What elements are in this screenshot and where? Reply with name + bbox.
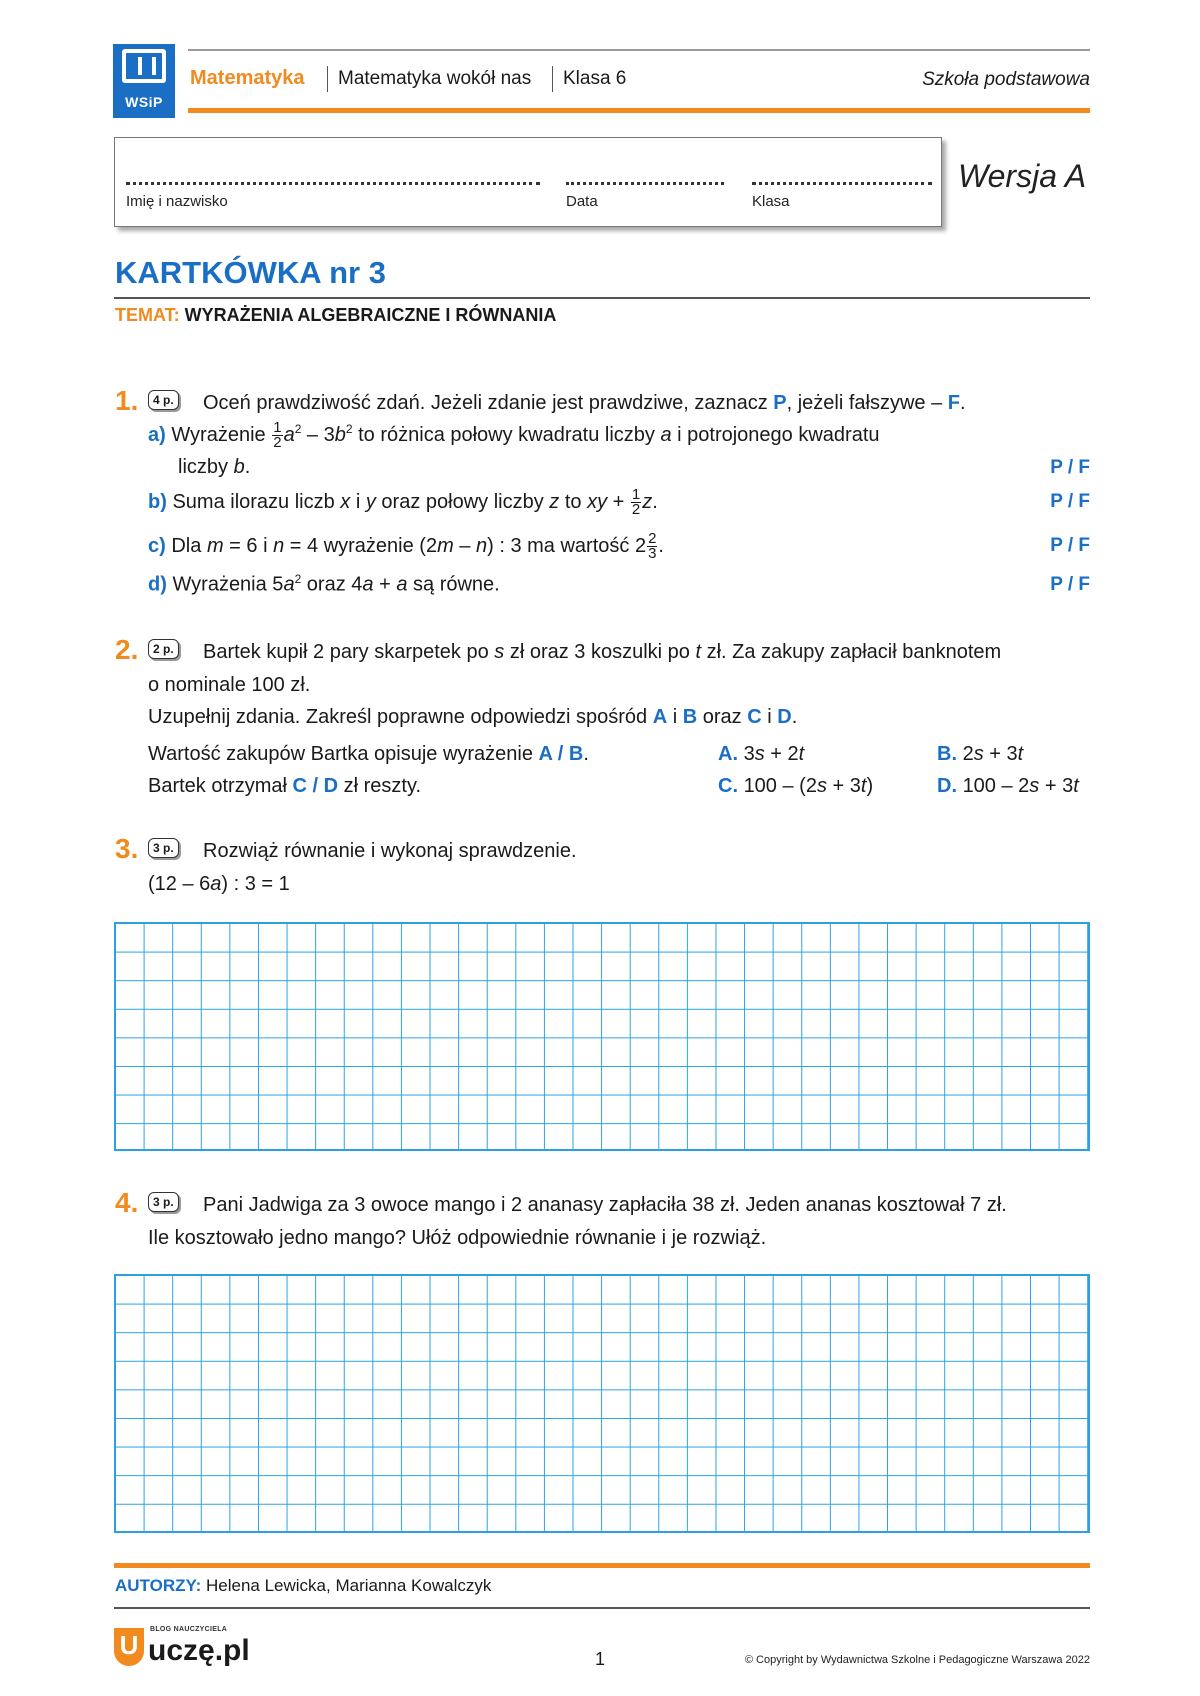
choice-a-b[interactable]: A / B — [538, 743, 584, 765]
footer-orange-rule — [114, 1563, 1090, 1568]
task-1-b-answer[interactable]: P / F — [1050, 491, 1090, 512]
points-badge: 3 p. — [148, 838, 179, 858]
page-title: KARTKÓWKA nr 3 — [115, 255, 386, 290]
header-series: Matematyka wokół nas — [338, 68, 532, 89]
task-1-item-c: c) Dla m = 6 i n = 4 wyrażenie (2m – n) : 3 ma wartość 2 $\frac{2}{3}$ . — [148, 530, 664, 562]
version-label: Wersja A — [958, 158, 1087, 194]
task-3-points — [148, 838, 179, 858]
header-class-level: Klasa 6 — [563, 68, 627, 89]
title-rule — [114, 297, 1090, 299]
task-3-answer-grid[interactable] — [114, 922, 1090, 1151]
task-2-line-2: o nominale 100 zł. — [148, 674, 311, 696]
task-2-sentence-1: Wartość zakupów Bartka opisuje wyrażenie A / B. — [148, 743, 589, 765]
topic — [115, 305, 556, 326]
task-2-line-1: Bartek kupił 2 pary skarpetek po s zł oraz 3 koszulki po t zł. Za zakupy zapłacił banknotem — [203, 641, 1002, 663]
ucze-logo — [114, 1622, 264, 1670]
task-4-line-2: Ile kosztowało jedno mango? Ułóż odpowiednie równanie i je rozwiąż. — [148, 1227, 767, 1249]
task-2-points — [148, 639, 179, 659]
header-orange-rule — [188, 108, 1090, 113]
task-1-item-d: d) Wyrażenia $5a^2$ oraz 4a + a są równe. — [148, 572, 500, 596]
header-separator — [327, 66, 328, 92]
option-b[interactable]: B. 2s + 3t — [937, 743, 1024, 765]
wsip-logo-mark-icon — [122, 49, 166, 83]
task-4-number: 4. — [115, 1187, 139, 1218]
ucze-logo-u-icon: U — [114, 1628, 144, 1666]
header-school: Szkoła podstawowa — [922, 69, 1090, 90]
fraction: $\frac{1}{2}$ — [631, 486, 641, 518]
fraction: $\frac{2}{3}$ — [648, 530, 657, 562]
ucze-logo-tagline: BLOG NAUCZYCIELA — [150, 1626, 228, 1633]
option-a[interactable]: A. 3s + 2t — [718, 743, 805, 765]
task-2-sentence-2: Bartek otrzymał C / D zł reszty. — [148, 775, 422, 797]
points-badge: 4 p. — [148, 390, 179, 410]
option-c[interactable]: C. 100 – (2s + 3t) — [718, 775, 874, 797]
wsip-logo — [113, 44, 175, 118]
task-4-answer-grid[interactable] — [114, 1274, 1090, 1533]
class-label: Klasa — [752, 193, 790, 210]
task-1-number: 1. — [115, 385, 139, 416]
fraction: $\frac{1}{2}$ — [273, 419, 282, 451]
task-3-text: Rozwiąż równanie i wykonaj sprawdzenie. — [203, 840, 577, 862]
points-badge: 3 p. — [148, 1192, 179, 1212]
choice-c-d[interactable]: C / D — [292, 775, 339, 797]
date-label: Data — [566, 193, 598, 210]
task-1-intro: Oceń prawdziwość zdań. Jeżeli zdanie jest prawdziwe, zaznacz P, jeżeli fałszywe – F. — [203, 392, 966, 414]
footer-rule — [114, 1607, 1090, 1609]
authors-label: AUTORZY: — [115, 1576, 202, 1595]
header-subject: Matematyka — [190, 67, 305, 89]
task-1-points — [148, 390, 179, 410]
class-field[interactable] — [752, 182, 932, 185]
task-3-equation: (12 – 6a) : 3 = 1 — [148, 873, 290, 895]
task-2-number: 2. — [115, 634, 139, 665]
task-4-points — [148, 1192, 179, 1212]
name-label: Imię i nazwisko — [126, 193, 228, 210]
page-number: 1 — [595, 1649, 606, 1669]
task-1-item-a: a) Wyrażenie $\frac{1}{2}$ $a^2 - 3b^2$ to różnica połowy kwadratu liczby a i potrojonego kwadratu — [148, 419, 880, 451]
header-top-rule — [188, 49, 1090, 51]
wsip-logo-text: WSiP — [125, 94, 163, 110]
authors-names: Helena Lewicka, Marianna Kowalczyk — [206, 1576, 492, 1595]
name-field[interactable] — [126, 182, 540, 185]
header-separator — [552, 66, 553, 92]
task-1-item-b: b) Suma ilorazu liczb x i y oraz połowy liczby z to xy + $\frac{1}{2}$ z. — [148, 486, 658, 518]
ucze-logo-name: uczę.pl — [148, 1634, 250, 1667]
option-d[interactable]: D. 100 – 2s + 3t — [937, 775, 1079, 797]
points-badge: 2 p. — [148, 639, 179, 659]
authors — [115, 1576, 491, 1596]
copyright: © Copyright by Wydawnictwa Szkolne i Pedagogiczne Warszawa 2022 — [744, 1654, 1090, 1666]
task-1-a-answer[interactable]: P / F — [1050, 457, 1090, 478]
task-1-item-a-line-2: liczby b. — [178, 456, 251, 478]
date-field[interactable] — [566, 182, 724, 185]
topic-text: WYRAŻENIA ALGEBRAICZNE I RÓWNANIA — [184, 305, 557, 325]
task-1-d-answer[interactable]: P / F — [1050, 574, 1090, 595]
task-1-c-answer[interactable]: P / F — [1050, 535, 1090, 556]
task-3-number: 3. — [115, 833, 139, 864]
task-2-instruction: Uzupełnij zdania. Zakreśl poprawne odpowiedzi spośród A i B oraz C i D. — [148, 706, 798, 728]
topic-label: TEMAT: — [115, 305, 180, 325]
task-4-line-1: Pani Jadwiga za 3 owoce mango i 2 ananasy zapłaciła 38 zł. Jeden ananas kosztował 7 zł. — [203, 1194, 1007, 1216]
